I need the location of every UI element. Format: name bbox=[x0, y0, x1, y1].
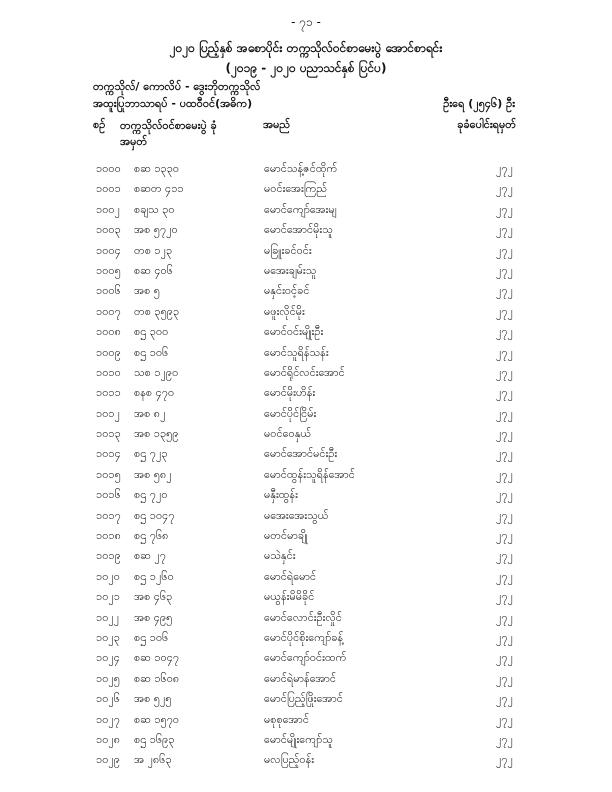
roll-number: အစ ၄၆၃ bbox=[134, 590, 173, 604]
row-number: ၁၀၀၇ bbox=[96, 304, 121, 318]
score-value: ၂၇၂ bbox=[496, 732, 513, 746]
candidate-name: မောင်အောင်မင်းဦး bbox=[264, 447, 338, 461]
candidate-name: မောင်ရဲမာန်အောင် bbox=[264, 671, 336, 685]
candidate-name: မဖူးလိုင်မိုး bbox=[264, 304, 305, 318]
row-number: ၁၀၂၄ bbox=[96, 651, 120, 665]
table-row bbox=[0, 711, 612, 731]
table-row bbox=[0, 425, 612, 445]
table-row bbox=[0, 690, 612, 710]
score-value: ၂၇၂ bbox=[496, 284, 513, 298]
table-row bbox=[0, 282, 612, 302]
roll-number: အစ ၈၂ bbox=[134, 406, 166, 420]
row-number: ၁၀၁၄ bbox=[96, 447, 121, 461]
candidate-name: မအေးချမ်းသူ bbox=[264, 263, 317, 277]
score-value: ၂၇၂ bbox=[496, 304, 513, 318]
score-value: ၂၇၂ bbox=[496, 467, 513, 481]
roll-number: စဆ ၄၀၆ bbox=[134, 263, 173, 277]
roll-number: စဌ ၇၂၃ bbox=[134, 447, 168, 461]
row-number: ၁၀၂၃ bbox=[96, 630, 120, 644]
row-number: ၁၀၂၂ bbox=[96, 610, 120, 624]
row-number: ၁၀၂၆ bbox=[96, 692, 120, 706]
candidate-name: မောင်ပိုင်ငြိမ်း bbox=[264, 406, 317, 420]
candidate-name: မောင်ပြည့်ဖြိုးအောင် bbox=[264, 692, 343, 706]
table-row bbox=[0, 751, 612, 771]
roll-number: တစ ၃၅၉၃ bbox=[134, 304, 180, 318]
score-value: ၂၇၂ bbox=[496, 610, 513, 624]
candidate-name: မတင်မာချို bbox=[264, 529, 308, 543]
row-number: ၁၀၀၅ bbox=[96, 263, 121, 277]
candidate-name: မောင်ကျော်ဝင်းထက် bbox=[264, 651, 347, 665]
table-row bbox=[0, 262, 612, 282]
roll-number: စဆ ၁၀၄၇ bbox=[134, 651, 180, 665]
table-row bbox=[0, 547, 612, 567]
table-row bbox=[0, 323, 612, 343]
row-number: ၁၀၂၁ bbox=[96, 590, 120, 604]
row-number: ၁၀၀၃ bbox=[96, 223, 121, 237]
table-row bbox=[0, 201, 612, 221]
roll-number: စဌ ၃၀၀ bbox=[134, 325, 169, 339]
table-row bbox=[0, 242, 612, 262]
roll-number: စဆ ၁၃၃၀ bbox=[134, 162, 180, 175]
roll-number: စဌ ၁၀၆ bbox=[134, 630, 169, 644]
score-value: ၂၇၂ bbox=[496, 223, 513, 237]
major-subject-label: အထူးပြုဘာသာရပ် - ပထဝီဝင်(အဓိက) bbox=[93, 97, 253, 110]
candidate-name: မောင်သူရိန်သန်း bbox=[264, 345, 329, 359]
score-value: ၂၇၂ bbox=[496, 651, 513, 665]
table-row bbox=[0, 160, 612, 180]
candidate-name: မောင်မျိုးကျော်သူ bbox=[264, 732, 333, 746]
candidate-name: မယွန်းမိမိခိုင် bbox=[264, 590, 315, 604]
candidate-name: မောင်သန့်ဇင်ထိုက် bbox=[264, 162, 338, 175]
row-number: ၁၀၀၀ bbox=[96, 162, 121, 175]
roll-number: အ ၂၈၆၃ bbox=[134, 753, 172, 767]
row-number: ၁၀၁၂ bbox=[96, 406, 120, 420]
score-value: ၂၇၂ bbox=[496, 406, 513, 420]
table-row bbox=[0, 629, 612, 649]
candidate-name: မစုစုအောင် bbox=[264, 712, 309, 726]
document-subtitle: (၂၀၁၉ - ၂၀၂၀ ပညာသင်နှစ် ပြင်ပ) bbox=[225, 61, 387, 75]
score-value: ၂၇၂ bbox=[496, 569, 513, 583]
candidate-name: မဝင်းအေးကြည် bbox=[264, 182, 328, 196]
table-row bbox=[0, 486, 612, 506]
table-row bbox=[0, 344, 612, 364]
score-value: ၂၇၂ bbox=[496, 325, 513, 339]
page-number: - ၇၁ - bbox=[291, 15, 321, 29]
results-list bbox=[0, 160, 612, 772]
score-value: ၂၇၂ bbox=[496, 712, 513, 726]
roll-number: စနစ ၄၇၀ bbox=[134, 386, 175, 400]
roll-number: တစ ၁၂၃ bbox=[134, 243, 173, 257]
candidate-name: မဝင်ဝေနှယ် bbox=[264, 427, 312, 441]
candidate-name: မနှင်းဝင့်ခင် bbox=[264, 284, 310, 298]
table-row bbox=[0, 405, 612, 425]
roll-number: စဆ ၂၇ bbox=[134, 549, 166, 563]
roll-number: စဌ ၁၂၆၀ bbox=[134, 569, 174, 583]
column-header-name: အမည် bbox=[263, 118, 291, 131]
roll-number: အစ ၅၈၂ bbox=[134, 467, 172, 481]
row-number: ၁၀၁၈ bbox=[96, 529, 121, 543]
score-value: ၂၇၂ bbox=[496, 345, 513, 359]
score-value: ၂၇၂ bbox=[496, 386, 513, 400]
score-value: ၂၇၂ bbox=[496, 671, 513, 685]
roll-number: စဌ ၇၆၈ bbox=[134, 529, 169, 543]
score-value: ၂၇၂ bbox=[496, 243, 513, 257]
table-row bbox=[0, 588, 612, 608]
candidate-name: မခြူးခင်ဝင်း bbox=[264, 243, 312, 257]
candidate-name: မောင်လောင်းဦးလှိုင် bbox=[264, 610, 342, 624]
table-row bbox=[0, 609, 612, 629]
row-number: ၁၀၁၁ bbox=[96, 386, 121, 400]
candidate-name: မလပြည့်ဝန်း bbox=[264, 753, 315, 767]
candidate-name: မောင်ထွန်းသူရိန်အောင် bbox=[264, 467, 355, 481]
row-number: ၁၀၀၉ bbox=[96, 345, 121, 359]
university-label: တက္ကသိုလ်/ ကောလိပ် - ဒွေးဘိုတက္ကသိုလ် bbox=[93, 80, 261, 93]
score-value: ၂၇၂ bbox=[496, 529, 513, 543]
roll-number: စဆတ ၄၁၁ bbox=[134, 182, 184, 196]
table-row bbox=[0, 731, 612, 751]
score-value: ၂၇၂ bbox=[496, 508, 513, 522]
candidate-name: မောင်ရိုင်လင်းအောင် bbox=[264, 365, 345, 379]
table-row bbox=[0, 384, 612, 404]
candidate-name: မနှီးထွန်း bbox=[264, 488, 298, 502]
table-row bbox=[0, 507, 612, 527]
score-value: ၂၇၂ bbox=[496, 182, 513, 196]
table-row bbox=[0, 527, 612, 547]
row-number: ၁၀၂၅ bbox=[96, 671, 120, 685]
candidate-name: မောင်ဝင်းမျိုးဦး bbox=[264, 325, 324, 339]
column-header-score: ခုခံပေါင်းရမှတ် bbox=[457, 118, 516, 131]
table-row bbox=[0, 364, 612, 384]
table-row bbox=[0, 221, 612, 241]
table-row bbox=[0, 303, 612, 323]
candidate-name: မအေးအေးသွယ် bbox=[264, 508, 329, 522]
table-row bbox=[0, 445, 612, 465]
roll-number: အစ ၁၃၅၉ bbox=[134, 427, 179, 441]
row-number: ၁၀၁၉ bbox=[96, 549, 121, 563]
table-row bbox=[0, 568, 612, 588]
row-number: ၁၀၁၆ bbox=[96, 488, 121, 502]
row-number: ၁၀၁၅ bbox=[96, 467, 121, 481]
row-number: ၁၀၁၃ bbox=[96, 427, 121, 441]
roll-number: အစ ၅၇၂၀ bbox=[134, 223, 178, 237]
total-count-label: ဦးရေ (၂၅၄၆) ဦး bbox=[443, 97, 515, 110]
candidate-name: မောင်အောင်မိုးသူ bbox=[264, 223, 333, 237]
score-value: ၂၇၂ bbox=[496, 549, 513, 563]
roll-number: အစ ၄၉၅ bbox=[134, 610, 173, 624]
candidate-name: မောင်ပိုင်စိုးကျော်ခန့် bbox=[264, 630, 344, 644]
table-row bbox=[0, 670, 612, 690]
roll-number: စဌ ၁၆၉၃ bbox=[134, 732, 175, 746]
candidate-name: မောင်မိုးဟိန်း bbox=[264, 386, 316, 400]
row-number: ၁၀၀၄ bbox=[96, 243, 121, 257]
score-value: ၂၇၂ bbox=[496, 630, 513, 644]
candidate-name: မသဲနှင်း bbox=[264, 549, 296, 563]
roll-number: အစ ၅ bbox=[134, 284, 160, 298]
row-number: ၁၀၀၆ bbox=[96, 284, 121, 298]
roll-number: စဆ ၁၅၇၀ bbox=[134, 712, 180, 726]
roll-number: စချသ ၃၀ bbox=[134, 202, 175, 216]
row-number: ၁၀၁၀ bbox=[96, 365, 121, 379]
score-value: ၂၇၂ bbox=[496, 753, 513, 767]
table-row bbox=[0, 649, 612, 669]
document-title: ၂၀၂၀ ပြည့်နှစ် အစောပိုင်း တက္ကသိုလ်ဝင်စာမေးပွဲ အောင်စာရင်း bbox=[169, 41, 443, 55]
candidate-name: မောင်ရဲမောင် bbox=[264, 569, 317, 583]
score-value: ၂၇၂ bbox=[496, 162, 513, 175]
score-value: ၂၇၂ bbox=[496, 590, 513, 604]
roll-number: စဌ ၇၂၀ bbox=[134, 488, 168, 502]
score-value: ၂၇၂ bbox=[496, 202, 513, 216]
row-number: ၁၀၂၀ bbox=[96, 569, 120, 583]
score-value: ၂၇၂ bbox=[496, 692, 513, 706]
row-number: ၁၀၀၂ bbox=[96, 202, 120, 216]
row-number: ၁၀၂၇ bbox=[96, 712, 120, 726]
score-value: ၂၇၂ bbox=[496, 263, 513, 277]
roll-number: စဆ ၁၆၀၈ bbox=[134, 671, 180, 685]
score-value: ၂၇၂ bbox=[496, 488, 513, 502]
table-row bbox=[0, 466, 612, 486]
candidate-name: မောင်ကျော်အေးမျ bbox=[264, 202, 337, 216]
roll-number: စဌ ၁၀၆ bbox=[134, 345, 169, 359]
score-value: ၂၇၂ bbox=[496, 447, 513, 461]
roll-number: အစ ၅၂၅ bbox=[134, 692, 172, 706]
row-number: ၁၀၁၇ bbox=[96, 508, 121, 522]
row-number: ၁၀၂၈ bbox=[96, 732, 121, 746]
row-number: ၁၀၀၈ bbox=[96, 325, 121, 339]
row-number: ၁၀၀၁ bbox=[96, 182, 121, 196]
table-row bbox=[0, 180, 612, 200]
column-header-no: စဉ် bbox=[93, 118, 106, 131]
column-header-roll: တက္ကသိုလ်ဝင်စာမေးပွဲ ခုံအမှတ် bbox=[120, 119, 217, 148]
row-number: ၁၀၂၉ bbox=[96, 753, 120, 767]
roll-number: သစ ၁၂၉၀ bbox=[134, 365, 179, 379]
score-value: ၂၇၂ bbox=[496, 427, 513, 441]
roll-number: စဌ ၁၀၄၇ bbox=[134, 508, 175, 522]
score-value: ၂၇၂ bbox=[496, 365, 513, 379]
